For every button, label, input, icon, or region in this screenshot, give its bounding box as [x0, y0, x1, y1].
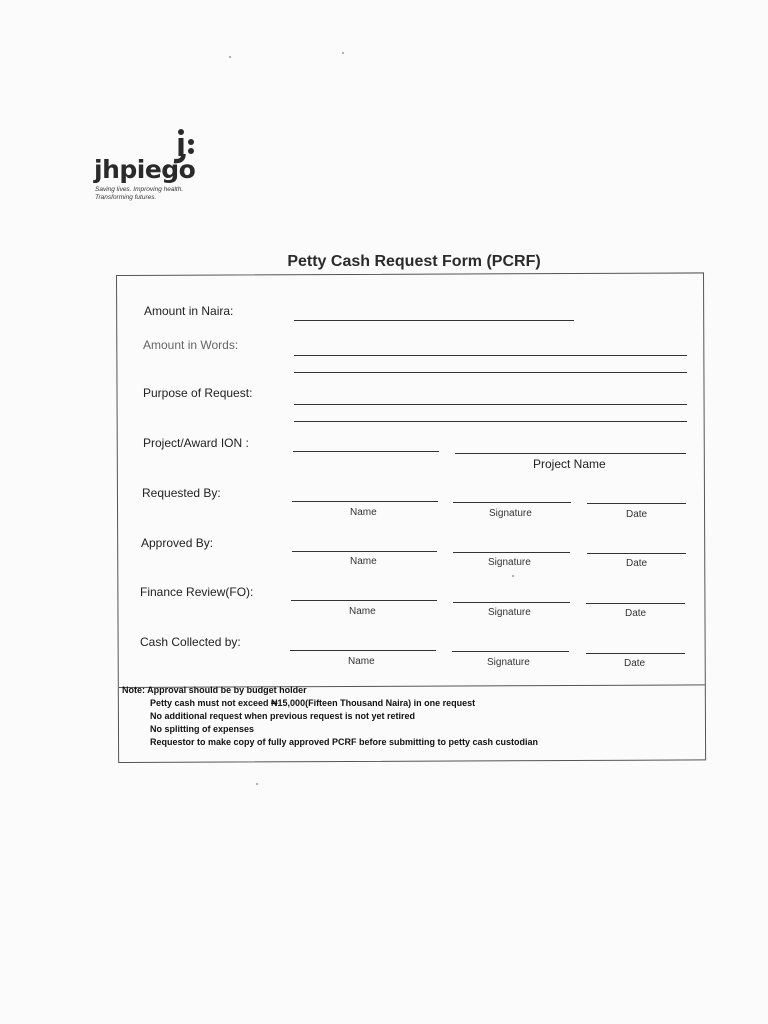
requested-by-label: Requested By:	[142, 486, 221, 500]
amount-words-label: Amount in Words:	[143, 338, 239, 352]
approved-signature-field[interactable]	[453, 552, 570, 553]
approved-name-caption: Name	[350, 556, 377, 567]
project-award-field[interactable]	[293, 451, 439, 452]
purpose-field-1[interactable]	[294, 404, 687, 405]
note-line-1: Petty cash must not exceed ₦15,000(Fifteen Thousand Naira) in one request	[150, 698, 476, 708]
amount-words-field-2[interactable]	[294, 372, 687, 373]
scan-speck	[256, 783, 258, 785]
requested-name-field[interactable]	[292, 501, 438, 502]
scan-speck	[512, 575, 514, 577]
finance-name-caption: Name	[349, 606, 376, 617]
requested-name-caption: Name	[350, 507, 377, 518]
approved-signature-caption: Signature	[488, 557, 531, 568]
logo-tagline	[95, 186, 215, 202]
note-line-3: No splitting of expenses	[150, 724, 255, 734]
approved-name-field[interactable]	[292, 551, 437, 552]
purpose-field-2[interactable]	[294, 421, 687, 422]
finance-name-field[interactable]	[291, 600, 437, 601]
requested-date-field[interactable]	[587, 503, 686, 504]
finance-review-label: Finance Review(FO):	[140, 585, 254, 599]
form-note	[122, 684, 538, 749]
collected-signature-field[interactable]	[452, 651, 569, 652]
approved-date-field[interactable]	[587, 553, 686, 554]
amount-naira-label: Amount in Naira:	[144, 304, 234, 318]
finance-date-caption: Date	[625, 608, 647, 619]
tagline-line-1: Saving lives. Improving health.	[95, 186, 184, 193]
project-name-field[interactable]	[455, 453, 686, 454]
project-name-label: Project Name	[533, 457, 606, 471]
logo-wordmark: jhpiego	[94, 155, 196, 184]
note-line-2: No additional request when previous request is not yet retired	[150, 711, 416, 721]
collected-name-field[interactable]	[290, 650, 436, 651]
collected-name-caption: Name	[348, 656, 375, 667]
finance-signature-field[interactable]	[453, 602, 570, 603]
collected-date-caption: Date	[624, 658, 646, 669]
form-title: Petty Cash Request Form (PCRF)	[287, 253, 541, 270]
requested-signature-caption: Signature	[489, 508, 532, 519]
tagline-line-2: Transforming futures.	[95, 194, 157, 201]
scan-speck	[229, 56, 231, 58]
finance-date-field[interactable]	[586, 603, 685, 604]
amount-words-field-1[interactable]	[294, 355, 687, 356]
note-line-4: Requestor to make copy of fully approved PCRF before submitting to petty cash custodian	[150, 737, 539, 747]
collected-date-field[interactable]	[586, 653, 685, 654]
amount-naira-field[interactable]	[294, 320, 574, 321]
project-award-label: Project/Award ION :	[143, 436, 249, 450]
requested-date-caption: Date	[626, 509, 648, 520]
cash-collected-label: Cash Collected by:	[140, 635, 241, 649]
approved-by-label: Approved By:	[141, 536, 214, 550]
note-heading: Note: Approval should be by budget holder	[122, 685, 307, 695]
requested-signature-field[interactable]	[453, 502, 571, 503]
approved-date-caption: Date	[626, 558, 648, 569]
scan-speck	[342, 52, 344, 54]
finance-signature-caption: Signature	[488, 607, 531, 618]
purpose-label: Purpose of Request:	[143, 386, 253, 400]
collected-signature-caption: Signature	[487, 657, 530, 668]
